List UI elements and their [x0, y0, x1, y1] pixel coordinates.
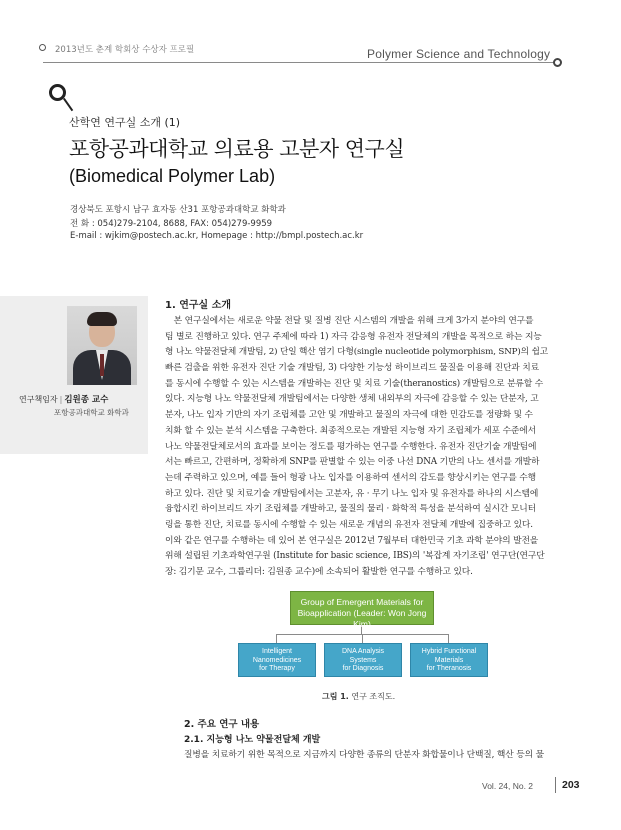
series-label: 산학연 연구실 소개 (1) [69, 116, 181, 129]
org-box-line: Systems [349, 656, 377, 664]
header-series-text: 2013년도 춘계 학회상 수상자 프로필 [55, 45, 195, 55]
body-line: 링을 통한 진단, 치료를 동시에 수행할 수 있는 새로운 개념의 유전자 전달체 개발에 집중하고 있다. [165, 519, 533, 530]
body-line: 치화 할 수 있는 분석 시스템을 구축한다. 최종적으로는 개발된 지능형 자기 조립체가 세포 수준에서 [165, 425, 536, 436]
body-line: 있다. 지능형 나노 약물전달체 개발팀에서는 다양한 생체 내외부의 자극에 감응할 수 있는 단분자, 고 [165, 394, 539, 405]
contact-email-homepage: E-mail : wjkim@postech.ac.kr, Homepage : http://bmpl.postech.ac.kr [70, 231, 364, 241]
contact-phone: 전 화 : 054)279-2104, 8688, FAX: 054)279-9959 [70, 219, 273, 229]
body-line: 팀 별로 진행하고 있다. 연구 주제에 따라 1) 자극 감응형 유전자 전달체의 개발을 목적으로 하는 지능 [165, 331, 542, 342]
body-line: 융합시킨 하이브리드 자기 조립체를 개발하고, 물질의 물리 · 화학적 특성을 분석하여 실시간 모니터 [165, 504, 536, 515]
org-box-line: Materials [434, 656, 464, 664]
section-1-body [165, 314, 551, 581]
figure-caption [322, 691, 395, 702]
magnifier-handle-icon [63, 98, 73, 111]
org-box-nanomedicines [238, 643, 316, 677]
org-box-line: Intelligent [262, 648, 292, 655]
body-line: 빠른 검출을 위한 유전자 진단 기술 개발팀, 3) 다양한 기능성 하이브리드 물질을 이용해 진단과 치료 [165, 363, 539, 374]
header-ring-icon [39, 44, 46, 51]
journal-name: Polymer Science and Technology [367, 47, 551, 61]
body-line: 장: 김기문 교수, 그룹리더: 김원종 교수)에 소속되어 활발한 연구를 수행하고 있다. [165, 567, 473, 577]
footer-volume: Vol. 24, No. 2 [482, 781, 534, 791]
org-chart-connector [276, 634, 277, 643]
pi-name-line [19, 393, 108, 405]
org-chart-connector [362, 634, 363, 643]
org-chart-connector [448, 634, 449, 643]
body-line: 분자, 나노 입자 기반의 자기 조립체를 고안 및 개발하고 물질의 자극에 대한 민감도를 정량화 및 수 [165, 410, 533, 421]
pi-role: 연구책임자 [19, 395, 58, 404]
org-box-line: for Therapy [259, 665, 295, 673]
body-line: 는데 주력하고 있으며, 예를 들어 형광 나노 입자를 이용하여 센서의 감도를 향상시키는 연구를 수행 [165, 472, 536, 483]
figure-caption-text: 연구 조직도. [351, 692, 396, 701]
section-2-1-first-line: 질병을 치료하기 위한 목적으로 지금까지 다양한 종류의 단분자 화합물이나 단백질, 핵산 등의 물 [184, 750, 544, 760]
header-rule [43, 62, 559, 63]
org-top-line: Bioapplication (Leader: Won Jong Kim) [297, 608, 427, 629]
pi-name: 김원종 교수 [64, 395, 109, 405]
body-line: 서는 빠르고, 간편하며, 정확하게 SNP를 판별할 수 있는 이중 나선 DNA 기반의 나노 센서를 개발하 [165, 457, 540, 468]
org-chart-top-box [290, 591, 434, 629]
body-line: 형 나노 약물전달체 개발팀, 2) 단일 핵산 염기 다형(single nucleotide polymorphism, SNP)의 쉽고 [165, 347, 548, 358]
body-line: 하고 있다. 진단 및 치료기술 개발팀에서는 고분자, 유 · 무기 나노 입자 및 유전자를 하나의 시스템에 [165, 488, 539, 499]
section-1-heading: 1. 연구실 소개 [165, 300, 232, 311]
section-2-1-heading: 2.1. 지능형 나노 약물전달체 개발 [184, 735, 321, 745]
page-subtitle: (Biomedical Polymer Lab) [69, 166, 276, 186]
org-box-line: for Theranosis [426, 665, 472, 673]
pi-department: 포항공과대학교 화학과 [54, 408, 129, 417]
contact-address: 경상북도 포항시 남구 효자동 산31 포항공과대학교 화학과 [70, 205, 286, 215]
org-box-line: Hybrid Functional [421, 648, 477, 655]
org-box-hybrid-materials [410, 643, 488, 677]
body-line: 나노 약물전달체로서의 효과를 보이는 정도를 평가하는 연구를 수행한다. 유전자 진단기술 개발팀에 [165, 441, 537, 452]
org-box-line: DNA Analysis [341, 648, 385, 655]
body-line: 위해 설립된 기초과학연구원 (Institute for basic science, IBS)의 '복잡계 자기조립' 연구단(연구단 [165, 551, 545, 562]
org-box-line: Nanomedicines [252, 656, 302, 664]
body-line: 본 연구실에서는 새로운 약물 전달 및 질병 진단 시스템의 개발을 위해 크게 3가지 분야의 연구를 [165, 316, 534, 326]
pi-photo [67, 306, 137, 385]
figure-caption-label: 그림 1. [322, 692, 349, 701]
body-line: 이와 같은 연구를 수행하는 데 있어 본 연구실은 2012년 7월부터 대한민국 기초 과학 분야의 발전을 [165, 535, 539, 546]
org-box-line: for Diagnosis [342, 665, 384, 673]
body-line: 를 동시에 수행할 수 있는 시스템을 개발하는 진단 및 치료 기술(theranostics) 개발팀으로 분류할 수 [165, 378, 544, 389]
page-title: 포항공과대학교 의료용 고분자 연구실 [69, 137, 405, 161]
org-top-line: Group of Emergent Materials for [300, 597, 424, 607]
section-2-heading: 2. 주요 연구 내용 [184, 719, 260, 730]
page-number: 203 [562, 779, 580, 791]
header-end-ring-icon [553, 58, 562, 67]
footer-divider [555, 777, 556, 793]
pi-separator: | [59, 395, 63, 404]
org-box-dna-analysis [324, 643, 402, 677]
